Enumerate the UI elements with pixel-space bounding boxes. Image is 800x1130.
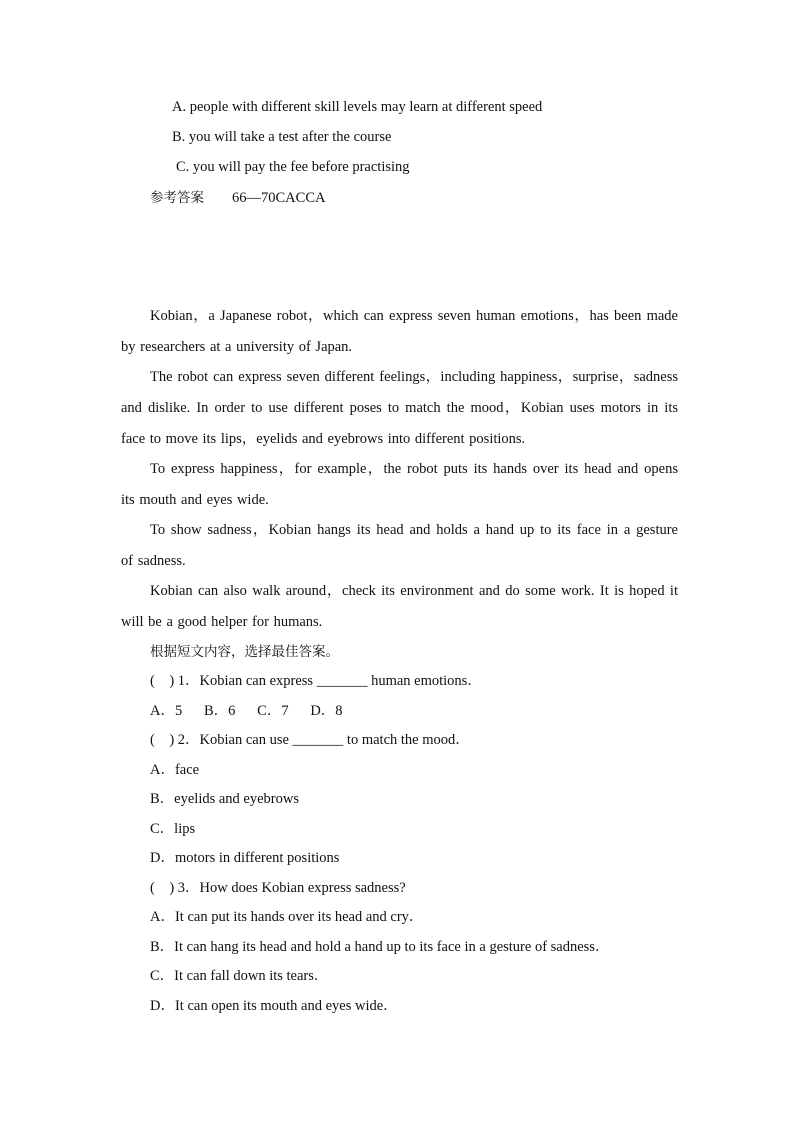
passage-p4-line2: of sadness.	[121, 553, 186, 569]
answer-key-label: 参考答案	[150, 190, 204, 206]
passage-p2-line3: face to move its lips，eyelids and eyebrows into different positions.	[121, 431, 526, 447]
passage-p5-line1: Kobian can also walk around，check its environment and do some work. It is hoped it	[150, 583, 678, 599]
passage-p2-line1: The robot can express seven different feelings，including happiness，surprise，sadness	[150, 369, 678, 385]
passage-p3-line2: its mouth and eyes wide.	[121, 492, 269, 508]
question-3-option-d: D．It can open its mouth and eyes wide．	[150, 998, 398, 1014]
passage-p1-line1: Kobian，a Japanese robot，which can express seven human emotions，has been made	[150, 308, 678, 324]
instruction: 根据短文内容，选择最佳答案。	[150, 644, 339, 660]
question-2-option-b: B．eyelids and eyebrows	[150, 791, 299, 807]
question-2-option-a: A．face	[150, 762, 200, 778]
passage-p5-line2: will be a good helper for humans.	[121, 614, 323, 630]
question-3-option-b: B．It can hang its head and hold a hand up to its face in a gesture of sadness．	[150, 939, 610, 955]
question-3-option-c: C．It can fall down its tears．	[150, 968, 329, 984]
answer-key-value: 66—70CACCA	[232, 190, 326, 206]
option-b-prev: B. you will take a test after the course	[172, 129, 392, 145]
question-1-options: A．5 B．6 C．7 D．8	[150, 703, 343, 719]
option-c-prev: C. you will pay the fee before practising	[176, 159, 410, 175]
question-2-stem: ( ) 2．Kobian can use _______ to match the mood．	[150, 732, 470, 748]
question-3-stem: ( ) 3．How does Kobian express sadness?	[150, 880, 406, 896]
passage-p1-line2: by researchers at a university of Japan.	[121, 339, 353, 355]
passage-p4-line1: To show sadness，Kobian hangs its head and holds a hand up to its face in a gesture	[150, 522, 678, 538]
question-2-option-c: C．lips	[150, 821, 196, 837]
question-2-option-d: D．motors in different positions	[150, 850, 340, 866]
passage-p3-line1: To express happiness，for example，the robot puts its hands over its head and opens	[150, 461, 678, 477]
question-1-stem: ( ) 1．Kobian can express _______ human emotions．	[150, 673, 482, 689]
passage-p2-line2: and dislike. In order to use different poses to match the mood，Kobian uses motors in its	[121, 400, 678, 416]
question-3-option-a: A．It can put its hands over its head and cry．	[150, 909, 424, 925]
option-a-prev: A. people with different skill levels may learn at different speed	[172, 99, 543, 115]
